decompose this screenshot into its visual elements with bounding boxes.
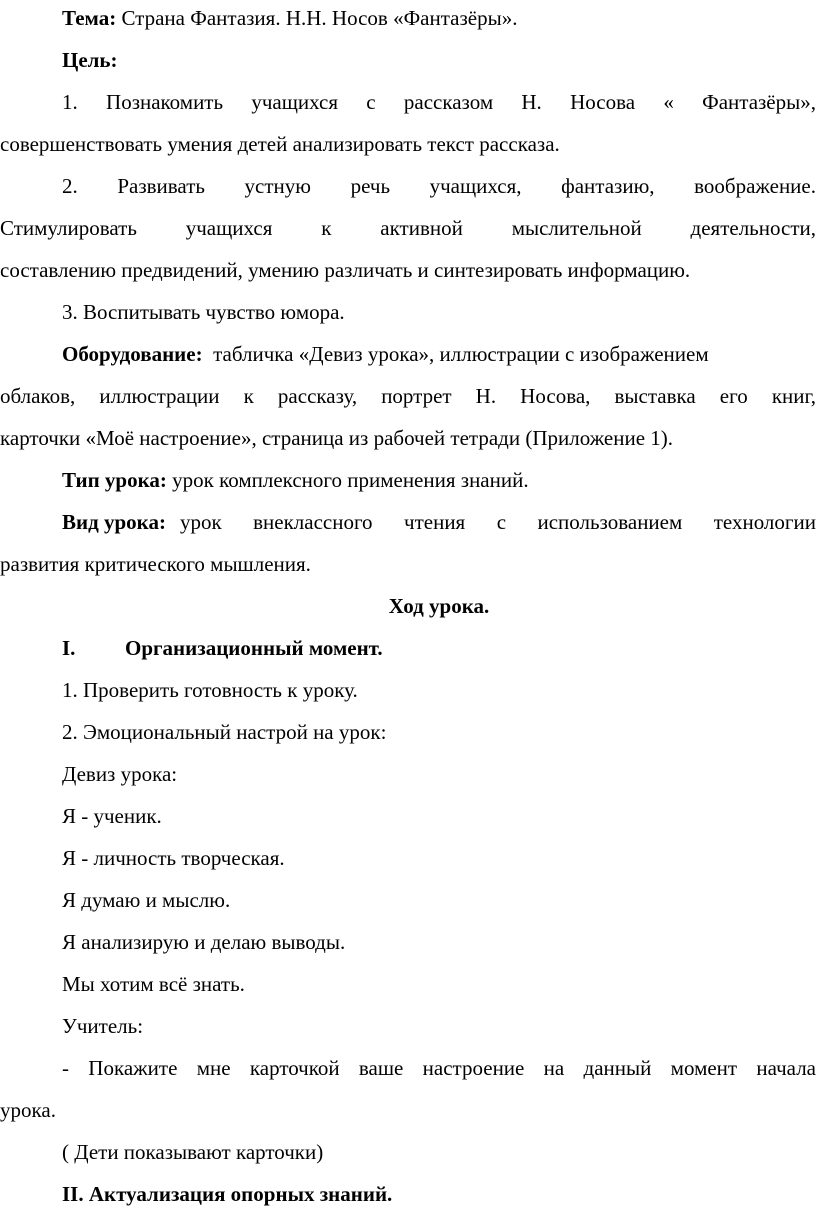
step-1: 1. Проверить готовность к уроку. bbox=[62, 678, 358, 702]
motto-line-3: Я думаю и мыслю. bbox=[62, 888, 231, 912]
lesson-kind-label: Вид урока: bbox=[62, 510, 166, 534]
goal-2-line-1: 2. Развивать устную речь учащихся, фантазию, воображение. bbox=[62, 174, 816, 198]
equipment-line-1 bbox=[0, 334, 816, 375]
equipment-text-1: табличка «Девиз урока», иллюстрации с изображением bbox=[202, 342, 709, 366]
lesson-kind-text-1: урок внеклассного чтения с использованием технологии bbox=[179, 510, 816, 534]
equipment-line-3: карточки «Моё настроение», страница из рабочей тетради (Приложение 1). bbox=[0, 426, 674, 450]
goal-label: Цель: bbox=[62, 48, 118, 72]
teacher-line-2: урока. bbox=[0, 1098, 56, 1122]
lesson-type-line bbox=[0, 460, 816, 501]
lesson-type-label: Тип урока: bbox=[62, 468, 167, 492]
topic-text: Страна Фантазия. Н.Н. Носов «Фантазёры». bbox=[116, 6, 518, 30]
motto-title: Девиз урока: bbox=[62, 762, 178, 786]
section-2-title: II. Актуализация опорных знаний. bbox=[62, 1182, 393, 1206]
teacher-note: ( Дети показывают карточки) bbox=[62, 1140, 324, 1164]
teacher-label: Учитель: bbox=[62, 1014, 144, 1038]
goal-2-line-2: Стимулировать учащихся к активной мыслительной деятельности, bbox=[0, 216, 816, 240]
section-1-title: Организационный момент. bbox=[125, 636, 383, 660]
motto-line-2: Я - личность творческая. bbox=[62, 846, 285, 870]
goal-3-line: 3. Воспитывать чувство юмора. bbox=[62, 300, 345, 324]
section-1-number: I. bbox=[62, 636, 76, 660]
lesson-kind-line-1 bbox=[0, 502, 816, 543]
section-1-heading bbox=[0, 628, 816, 669]
topic-line bbox=[0, 0, 816, 39]
course-title-text: Ход урока. bbox=[388, 594, 490, 618]
lesson-type-text: урок комплексного применения знаний. bbox=[166, 468, 529, 492]
motto-line-1: Я - ученик. bbox=[62, 804, 162, 828]
equipment-line-2: облаков, иллюстрации к рассказу, портрет Н. Носова, выставка его книг, bbox=[0, 384, 816, 408]
goal-1-line-1: 1. Познакомить учащихся с рассказом Н. Носова « Фантазёры», bbox=[62, 90, 816, 114]
goal-1-line-2: совершенствовать умения детей анализировать текст рассказа. bbox=[0, 132, 560, 156]
teacher-line-1: - Покажите мне карточкой ваше настроение на данный момент начала bbox=[62, 1056, 816, 1080]
goal-heading bbox=[0, 40, 816, 81]
lesson-kind-line-2: развития критического мышления. bbox=[0, 552, 311, 576]
section-2-heading bbox=[0, 1174, 816, 1215]
motto-line-5: Мы хотим всё знать. bbox=[62, 972, 245, 996]
step-2: 2. Эмоциональный настрой на урок: bbox=[62, 720, 387, 744]
equipment-label: Оборудование: bbox=[62, 342, 203, 366]
motto-line-4: Я анализирую и делаю выводы. bbox=[62, 930, 346, 954]
goal-2-line-3: составлению предвидений, умению различать и синтезировать информацию. bbox=[0, 258, 691, 282]
topic-label: Тема: bbox=[62, 6, 117, 30]
course-title bbox=[0, 586, 816, 627]
